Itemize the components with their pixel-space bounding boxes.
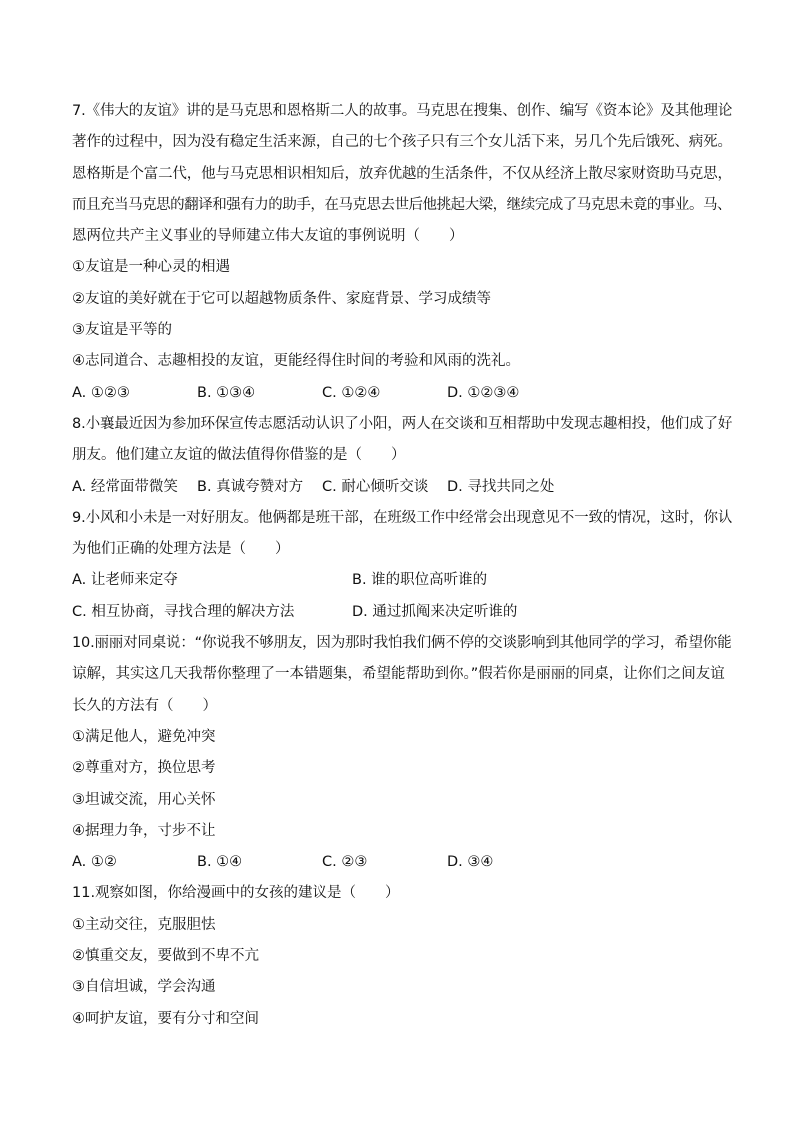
option-c: C. 耐心倾听交谈 [322, 478, 429, 495]
question-10-statement: ③坦诚交流，用心关怀 [72, 791, 216, 808]
option-c: C. ②③ [322, 854, 368, 871]
question-9-options-row-2 [72, 597, 732, 628]
option-c: C. ①②④ [322, 384, 381, 401]
question-11-statement: ②慎重交友，要做到不卑不亢 [72, 948, 259, 965]
question-8-stem-line: 朋友。他们建立友谊的做法值得你借鉴的是（ ） [72, 447, 406, 464]
option-d: D. ①②③④ [447, 384, 520, 401]
question-7-statement: ①友谊是一种心灵的相遇 [72, 259, 230, 276]
question-7-statement: ②友谊的美好就在于它可以超越物质条件、家庭背景、学习成绩等 [72, 290, 491, 307]
question-7-stem-line: 著作的过程中，因为没有稳定生活来源，自己的七个孩子只有三个女儿活下来，另几个先后饿死、病死。 [72, 134, 732, 151]
question-11-statement: ③自信坦诚，学会沟通 [72, 979, 216, 996]
question-10-statement: ④据理力争，寸步不让 [72, 822, 216, 839]
question-7-options [72, 378, 732, 409]
question-7-stem-line: 恩格斯是个富二代，他与马克思相识相知后，放弃优越的生活条件，不仅从经济上散尽家财资助马克思， [72, 165, 732, 182]
question-11-statement: ④呵护友谊，要有分寸和空间 [72, 1010, 259, 1027]
option-a: A. ①②③ [72, 384, 130, 401]
question-7-stem-line: 而且充当马克思的翻译和强有力的助手，在马克思去世后他挑起大梁，继续完成了马克思未竟的事业。马、 [72, 196, 732, 213]
option-b: B. ①③④ [197, 384, 256, 401]
question-7-statement: ③友谊是平等的 [72, 322, 172, 339]
question-11-statement: ①主动交往，克服胆怯 [72, 916, 216, 933]
option-a: A. 经常面带微笑 [72, 478, 178, 495]
document-page [72, 96, 732, 1035]
question-8-stem-line: 8.小襄最近因为参加环保宣传志愿活动认识了小阳，两人在交谈和互相帮助中发现志趣相投，他们成了好 [72, 415, 733, 432]
question-9-options-row-1 [72, 565, 732, 596]
question-11-stem-line: 11.观察如图，你给漫画中的女孩的建议是（ ） [72, 885, 400, 902]
question-10-options [72, 847, 732, 878]
option-b: B. ①④ [197, 854, 243, 871]
option-d: D. 寻找共同之处 [447, 478, 555, 495]
option-b: B. 真诚夸赞对方 [197, 478, 304, 495]
question-9-stem-line: 9.小风和小未是一对好朋友。他俩都是班干部，在班级工作中经常会出现意见不一致的情况，这时，你认 [72, 509, 733, 526]
question-8-options [72, 472, 732, 503]
option-c: C. 相互协商，寻找合理的解决方法 [72, 603, 295, 620]
question-7-stem-line: 7.《伟大的友谊》讲的是马克思和恩格斯二人的故事。马克思在搜集、创作、编写《资本论》及其他理论 [72, 103, 733, 119]
question-10 [72, 628, 732, 878]
question-7-statement: ④志同道合、志趣相投的友谊，更能经得住时间的考验和风雨的洗礼。 [72, 353, 520, 370]
option-a: A. ①② [72, 854, 117, 871]
question-10-stem-line: 谅解，其实这几天我帮你整理了一本错题集，希望能帮助到你。”假若你是丽丽的同桌，让你们之间友谊 [72, 666, 725, 683]
question-11 [72, 878, 732, 1034]
question-7-stem-line: 恩两位共产主义事业的导师建立伟大友谊的事例说明（ ） [72, 228, 464, 245]
question-8 [72, 409, 732, 503]
option-d: D. ③④ [447, 854, 494, 871]
question-9-stem-line: 为他们正确的处理方法是（ ） [72, 541, 290, 558]
question-10-statement: ①满足他人，避免冲突 [72, 728, 216, 745]
question-10-statement: ②尊重对方，换位思考 [72, 760, 216, 777]
option-d: D. 通过抓阄来决定听谁的 [352, 603, 518, 620]
question-10-stem-line: 10.丽丽对同桌说：“你说我不够朋友，因为那时我怕我们俩不停的交谈影响到其他同学的学习，希望你能 [72, 635, 732, 652]
question-9 [72, 503, 732, 628]
option-a: A. 让老师来定夺 [72, 572, 178, 589]
question-10-stem-line: 长久的方法有（ ） [72, 697, 217, 714]
question-7 [72, 96, 732, 409]
option-b: B. 谁的职位高听谁的 [352, 572, 488, 589]
